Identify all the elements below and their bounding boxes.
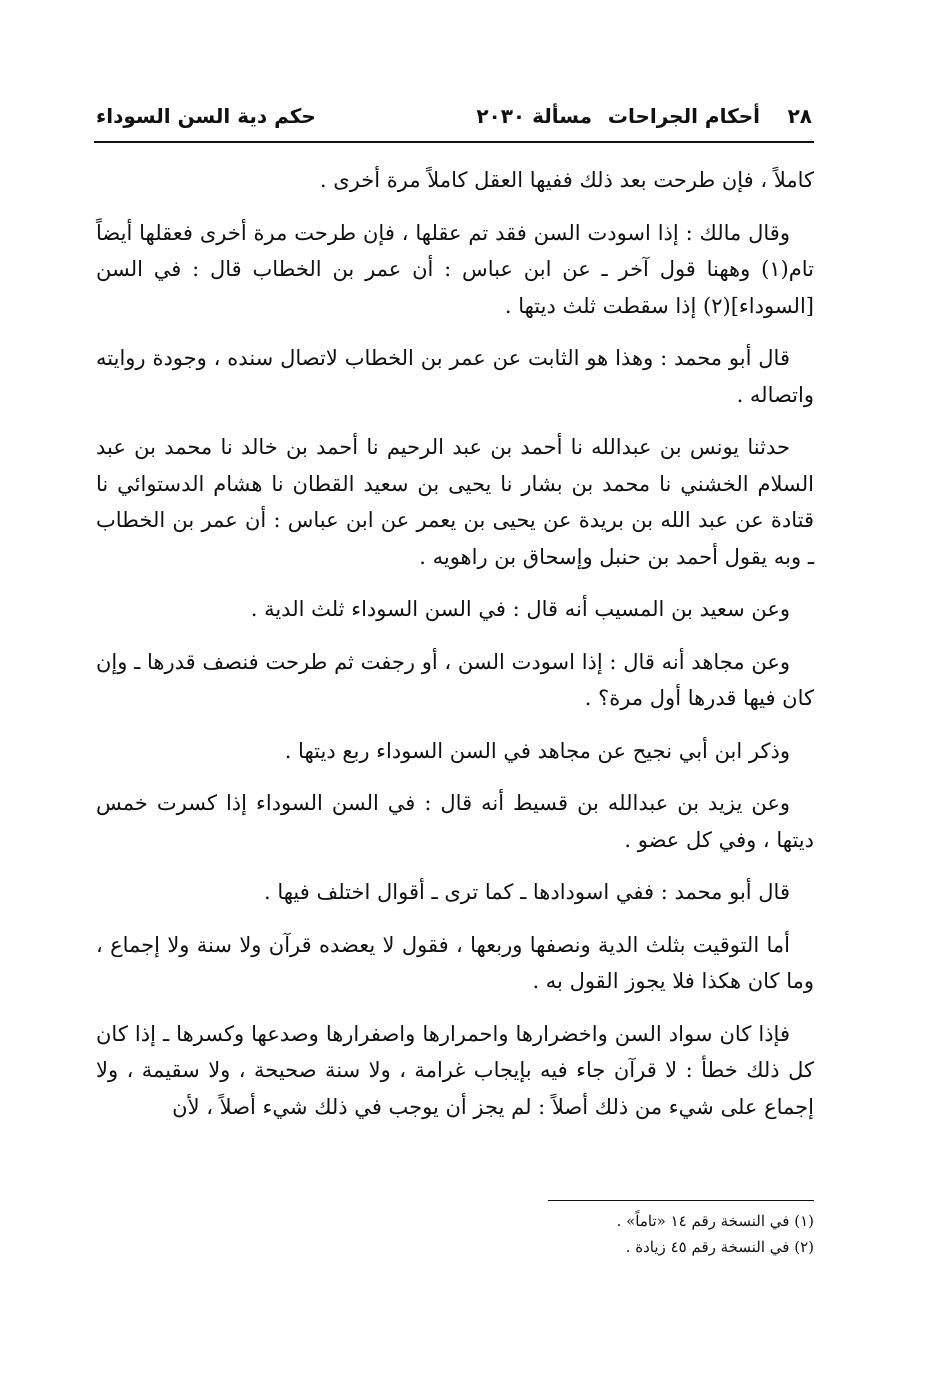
paragraph: كاملاً ، فإن طرحت بعد ذلك ففيها العقل كاملاً مرة أخرى . — [319, 168, 814, 192]
chapter-topic: حكم دية السن السوداء — [96, 104, 316, 128]
book-title: أحكام الجراحات — [607, 104, 760, 128]
paragraph: وعن مجاهد أنه قال : إذا اسودت السن ، أو رجفت ثم طرحت فنصف قدرها ـ وإن كان فيها قدرها أول مرة؟ . — [96, 649, 814, 710]
footnote: (١) في النسخة رقم ١٤ «تاماً» . — [616, 1212, 814, 1230]
footnote-rule — [548, 1200, 814, 1201]
paragraph: قال أبو محمد : ففي اسودادها ـ كما ترى ـ أقوال اختلف فيها . — [264, 880, 790, 904]
paragraph: فإذا كان سواد السن واخضرارها واحمرارها واصفرارها وصدعها وكسرها ـ إذا كان كل ذلك خطأ : لا قرآن جاء فيه بإيجاب غرامة ، ولا سنة صحيحة ، ولا سقيمة ، ولا إجماع على شيء من ذلك أصلاً : لم يجز أن يوجب في ذلك شيء أصلاً ، لأن — [96, 1021, 814, 1119]
paragraph: قال أبو محمد : وهذا هو الثابت عن عمر بن الخطاب لاتصال سنده ، وجودة روايته واتصاله . — [96, 346, 814, 407]
paragraph: وقال مالك : إذا اسودت السن فقد تم عقلها ، فإن طرحت مرة أخرى فعقلها أيضاً تام(١) وههنا قول آخر ـ عن ابن عباس : أن عمر بن الخطاب قال : في السن [السوداء](٢) إذا سقطت ثلث ديتها . — [96, 220, 814, 318]
paragraph: وعن يزيد بن عبدالله بن قسيط أنه قال : في السن السوداء إذا كسرت خمس ديتها ، وفي كل عضو . — [96, 791, 814, 852]
footnote: (٢) في النسخة رقم ٤٥ زيادة . — [625, 1238, 814, 1256]
footnotes — [96, 1208, 814, 1260]
paragraph: وعن سعيد بن المسيب أنه قال : في السن السوداء ثلث الدية . — [250, 597, 790, 621]
paragraph: حدثنا يونس بن عبدالله نا أحمد بن عبد الرحيم نا أحمد بن خالد نا محمد بن عبد السلام الخشني نا محمد بن بشار نا يحيى بن سعيد القطان نا هشام الدستوائي نا قتادة عن عبد الله بن بريدة عن يحيى بن يعمر عن ابن عباس : أن عمر بن الخطاب ـ وبه يقول أحمد بن حنبل وإسحاق بن راهويه . — [96, 435, 814, 569]
header-rule — [94, 141, 814, 143]
running-header — [96, 104, 812, 134]
main-text — [96, 162, 814, 1141]
page-number: ٢٨ — [787, 104, 812, 128]
paragraph: أما التوقيت بثلث الدية ونصفها وربعها ، فقول لا يعضده قرآن ولا سنة ولا إجماع ، وما كان هكذا فلا يجوز القول به . — [96, 932, 814, 993]
paragraph: وذكر ابن أبي نجيح عن مجاهد في السن السوداء ربع ديتها . — [284, 738, 790, 763]
issue-number: مسألة ٢٠٣٠ — [476, 104, 592, 128]
